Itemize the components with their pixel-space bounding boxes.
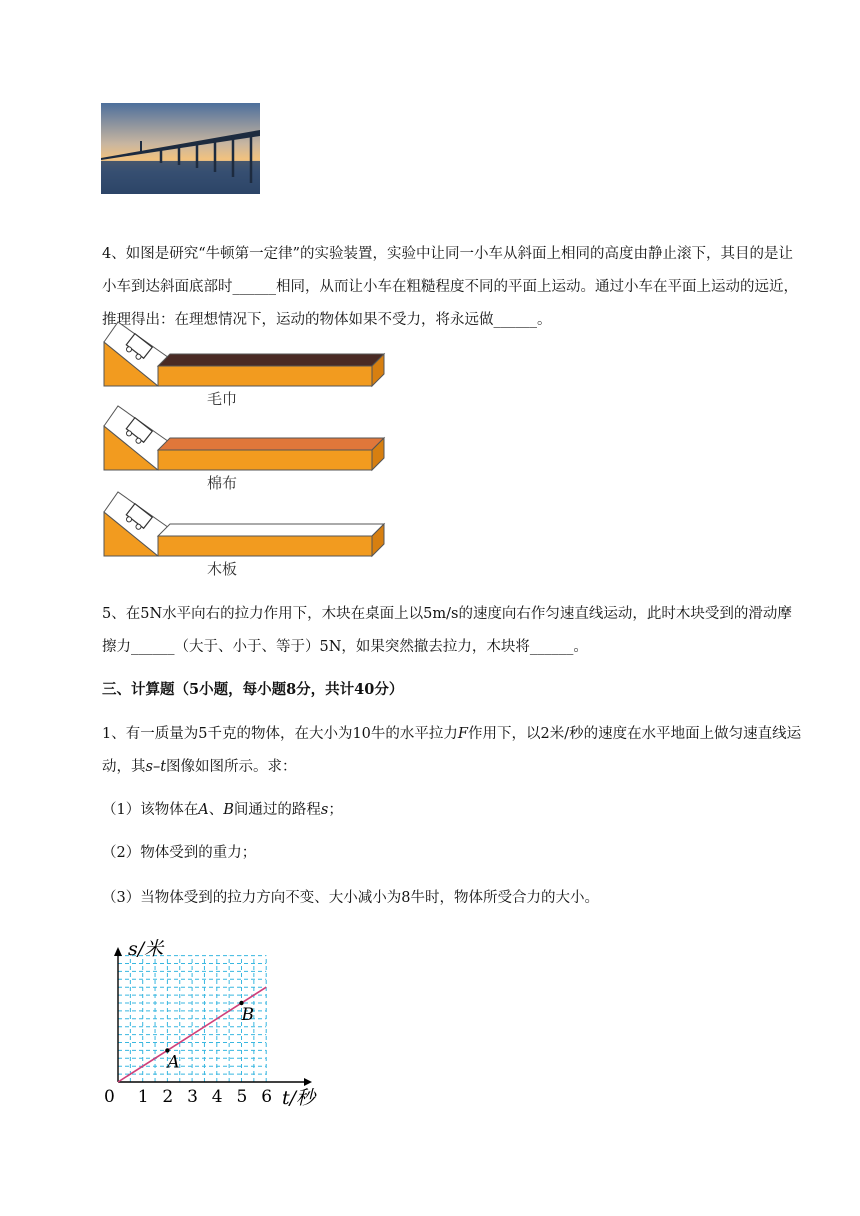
towel-surface — [158, 354, 384, 366]
force-symbol: F — [457, 726, 468, 742]
calc-1-sub-2: （2）物体受到的重力； — [102, 845, 257, 861]
ramp-towel-label: 毛巾 — [206, 390, 237, 408]
ramp-cotton — [102, 398, 387, 490]
calc-1-intro-c: 图像如图所示。求： — [166, 759, 297, 775]
ramp-wood-label: 木板 — [206, 560, 237, 578]
distance-symbol: s — [320, 802, 329, 818]
point-a-label: A — [167, 1052, 180, 1073]
ramp-cotton-drawing — [102, 398, 387, 473]
ramp-wood — [102, 484, 387, 576]
ramp-towel-drawing — [102, 314, 387, 389]
point-a-symbol: A — [198, 802, 209, 818]
x-tick-label: 3 — [187, 1087, 198, 1107]
st-graph — [100, 936, 330, 1116]
x-axis-arrow — [304, 1078, 312, 1086]
origin-label: 0 — [104, 1087, 115, 1107]
sub-1-a: （1）该物体在 — [102, 802, 199, 818]
st-symbol: s–t — [145, 759, 167, 775]
calc-1-sub-1 — [102, 794, 802, 827]
x-tick-label: 4 — [211, 1087, 223, 1107]
section-3-title: 三、计算题（5小题，每小题8分，共计40分） — [102, 681, 404, 698]
ramp-wood-drawing — [102, 484, 387, 559]
st-graph-svg — [100, 936, 330, 1116]
wood-surface — [158, 524, 384, 536]
calc-1-sub-3: （3）当物体受到的拉力方向不变、大小减小为8牛时，物体所受合力的大小。 — [102, 890, 599, 906]
x-tick-label: 2 — [162, 1087, 174, 1107]
cotton-surface — [158, 438, 384, 450]
ramp-towel — [102, 314, 387, 406]
bridge-photo — [101, 103, 260, 194]
x-tick-label: 6 — [261, 1087, 273, 1107]
point-b-symbol: B — [223, 802, 234, 818]
sub-1-b: 、 — [208, 802, 224, 818]
calc-1-intro-a: 1、有一质量为5千克的物体，在大小为10牛的水平拉力 — [102, 726, 458, 742]
question-5: 5、在5N水平向右的拉力作用下，木块在桌面上以5m/s的速度向右作匀速直线运动，此时木块受到的滑动摩擦力______（大于、小于、等于）5N，如果突然撤去拉力，木块将______。 — [102, 606, 792, 655]
question-4: 4、如图是研究“牛顿第一定律”的实验装置，实验中让同一小车从斜面上相同的高度由静止滚下，其目的是让小车到达斜面底部时______相同，从而让小车在粗糙程度不同的平面上运动。通过小车在平面上运动的远近，推理得出：在理想情况下，运动的物体如果不受力，将永远做______。 — [102, 246, 798, 328]
calc-question-1 — [102, 718, 802, 784]
calc-1-intro-b: 作用下，以2米/秒的速度在水平地面上做匀速直线运动，其 — [102, 726, 802, 775]
ramp-cotton-label: 棉布 — [206, 474, 237, 492]
x-tick-label: 1 — [137, 1087, 149, 1107]
y-axis-arrow — [114, 947, 122, 956]
x-axis-label: t/秒 — [282, 1087, 316, 1109]
y-axis-label: s/米 — [128, 938, 164, 960]
x-tick-label: 5 — [236, 1087, 248, 1107]
sub-1-d: ； — [328, 802, 343, 818]
point-b-label: B — [241, 1005, 254, 1025]
sub-1-c: 间通过的路程 — [233, 802, 321, 818]
